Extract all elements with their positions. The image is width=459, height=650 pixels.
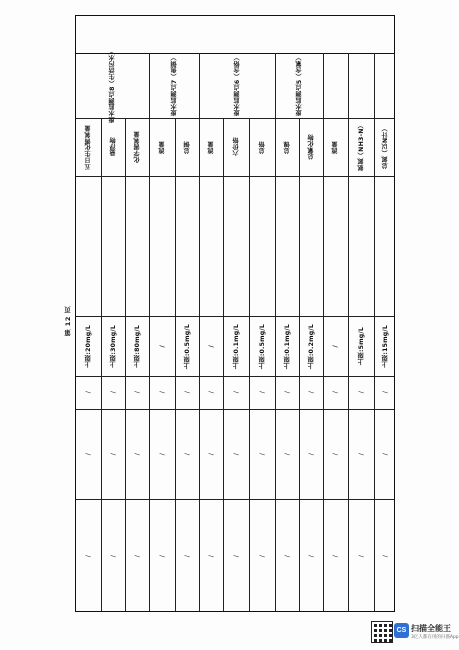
dash-cell [175, 409, 199, 499]
dash-cell-text: / [133, 452, 141, 456]
dash-cell [101, 409, 125, 499]
dash-cell [149, 409, 175, 499]
dash-cell-text: / [158, 391, 166, 394]
standard-cell [299, 316, 323, 376]
pollutant-cell-text: 总铬 [258, 140, 266, 154]
pollutant-cell-text: 悬浮物 [109, 137, 117, 157]
page-number: 第 12 页 [64, 306, 72, 337]
dash-cell-text: / [232, 391, 240, 394]
dash-cell [249, 499, 275, 613]
standard-cell-text: 上限:0.2mg/L [307, 323, 315, 369]
standard-cell [175, 316, 199, 376]
dash-cell [76, 499, 101, 613]
dash-cell-text: / [183, 391, 191, 394]
pollutant-cell-text: 化学需氧量 [133, 131, 141, 163]
monitor-point-cell [199, 53, 275, 118]
dash-cell [199, 499, 223, 613]
dash-cell [299, 499, 323, 613]
pollutant-cell-text: 流量 [158, 140, 166, 154]
standard-cell-text: / [158, 344, 166, 348]
dash-cell-text: / [183, 452, 191, 456]
standard-cell [199, 316, 223, 376]
dash-cell [175, 376, 199, 409]
dash-cell [76, 376, 101, 409]
dash-cell-text: / [109, 554, 117, 558]
dash-cell-text: / [158, 554, 166, 558]
pollutant-cell [275, 118, 299, 176]
standard-cell [101, 316, 125, 376]
dash-cell [275, 499, 299, 613]
monitor-point-cell [275, 53, 323, 118]
dash-cell [249, 409, 275, 499]
pollutant-cell [175, 118, 199, 176]
standard-cell-text: 上限:5mg/L [357, 327, 365, 365]
pollutant-cell [348, 118, 374, 176]
dash-cell [348, 499, 374, 613]
dash-cell-text: / [258, 391, 266, 394]
dash-cell [249, 376, 275, 409]
standard-cell [275, 316, 299, 376]
pollutant-cell [199, 118, 223, 176]
standard-cell [149, 316, 175, 376]
dash-cell-text: / [133, 391, 141, 394]
pollutant-cell-text: 总氰化物 [307, 134, 315, 160]
monitor-point-cell-text: 废水监测点8（生活污水） [109, 48, 116, 123]
scanner-watermark [371, 621, 459, 645]
standard-cell-text: 上限:20mg/L [85, 324, 92, 368]
dash-cell-text: / [332, 391, 339, 394]
standard-cell [223, 316, 249, 376]
dash-cell [299, 376, 323, 409]
standard-cell-text: 上限:80mg/L [133, 324, 141, 368]
dash-cell [348, 409, 374, 499]
dash-cell-text: / [85, 554, 92, 558]
dash-cell [223, 409, 249, 499]
pollutant-cell [101, 118, 125, 176]
dash-cell [323, 409, 348, 499]
standard-cell-text: 上限:30mg/L [109, 324, 117, 368]
dash-cell-text: / [307, 391, 315, 394]
dash-cell-text: / [258, 554, 266, 558]
watermark-title: 扫描全能王 [411, 624, 451, 633]
dash-cell-text: / [381, 452, 389, 456]
monitor-point-cell [76, 48, 149, 123]
dash-cell [76, 409, 101, 499]
standard-cell-text: 上限:0.5mg/L [258, 323, 266, 369]
dash-cell [101, 376, 125, 409]
pollutant-cell [149, 118, 175, 176]
dash-cell [374, 376, 396, 409]
dash-cell [101, 499, 125, 613]
standard-cell [348, 316, 374, 376]
pollutant-cell-text: 流量 [332, 140, 339, 154]
dash-cell [275, 409, 299, 499]
standard-cell [323, 316, 348, 376]
dash-cell-text: / [381, 554, 389, 558]
pollutant-cell-text: 氨氮（NH3-N） [357, 122, 365, 172]
standard-cell [249, 316, 275, 376]
pollutant-cell-text: 总镍 [283, 140, 291, 154]
dash-cell-text: / [85, 452, 92, 456]
dash-cell [374, 409, 396, 499]
standard-cell [374, 316, 396, 376]
dash-cell-text: / [357, 554, 365, 558]
pollutant-cell-text: 总氮（以N计） [381, 125, 389, 169]
pollutant-cell-text: 六价铬 [232, 137, 240, 157]
dash-cell [299, 409, 323, 499]
dash-cell [125, 499, 149, 613]
dash-cell-text: / [283, 391, 291, 394]
dash-cell-text: / [232, 554, 240, 558]
dash-cell-text: / [232, 452, 240, 456]
dash-cell-text: / [357, 452, 365, 456]
dash-cell [348, 376, 374, 409]
dash-cell-text: / [158, 452, 166, 456]
dash-cell-text: / [332, 452, 339, 456]
monitor-point-cell-text: 废水监测点6（含铬） [233, 54, 241, 117]
dash-cell-text: / [207, 554, 215, 558]
dash-cell [149, 499, 175, 613]
table-rule [76, 176, 394, 177]
qr-code-icon [371, 621, 393, 643]
dash-cell [323, 376, 348, 409]
dash-cell-text: / [283, 554, 291, 558]
standard-cell-text: / [207, 344, 215, 348]
dash-cell-text: / [283, 452, 291, 456]
standard-cell-text: / [332, 344, 339, 348]
pollutant-cell-text: 五日生化需氧量 [85, 124, 92, 170]
pollutant-cell [223, 118, 249, 176]
pollutant-cell [323, 118, 348, 176]
standard-cell-text: 上限:0.1mg/L [283, 323, 291, 369]
dash-cell [374, 499, 396, 613]
dash-cell-text: / [109, 391, 117, 394]
dash-cell-text: / [207, 391, 215, 394]
dash-cell-text: / [183, 554, 191, 558]
dash-cell-text: / [258, 452, 266, 456]
pollutant-cell [299, 118, 323, 176]
emission-limits-table [75, 15, 395, 612]
watermark-subtitle: 3亿人都在用的扫描App [411, 635, 459, 640]
dash-cell [275, 376, 299, 409]
standard-cell-text: 上限:15mg/L [381, 324, 389, 368]
dash-cell [323, 499, 348, 613]
monitor-point-cell-text: 废水监测点5（含氰） [295, 54, 303, 117]
pollutant-cell [374, 118, 396, 176]
dash-cell [223, 376, 249, 409]
dash-cell [149, 376, 175, 409]
dash-cell-text: / [133, 554, 141, 558]
pollutant-cell [76, 118, 101, 176]
pollutant-cell [249, 118, 275, 176]
dash-cell [199, 409, 223, 499]
pollutant-cell-text: 总铜 [183, 140, 191, 154]
standard-cell-text: 上限:0.1mg/L [232, 323, 240, 369]
standard-cell-text: 上限:0.5mg/L [183, 323, 191, 369]
dash-cell [125, 409, 149, 499]
dash-cell [175, 499, 199, 613]
dash-cell-text: / [357, 391, 365, 394]
dash-cell-text: / [381, 391, 389, 394]
camscanner-logo-icon: CS [394, 623, 409, 638]
monitor-point-cell [149, 53, 199, 118]
dash-cell-text: / [207, 452, 215, 456]
dash-cell [223, 499, 249, 613]
monitor-point-cell-text: 废水监测点7（焦铜） [170, 54, 178, 117]
dash-cell-text: / [307, 452, 315, 456]
dash-cell-text: / [307, 554, 315, 558]
dash-cell [125, 376, 149, 409]
pollutant-cell [125, 118, 149, 176]
dash-cell [199, 376, 223, 409]
dash-cell-text: / [85, 391, 92, 394]
standard-cell [76, 316, 101, 376]
pollutant-cell-text: 流量 [207, 140, 215, 154]
dash-cell-text: / [109, 452, 117, 456]
standard-cell [125, 316, 149, 376]
dash-cell-text: / [332, 554, 339, 558]
